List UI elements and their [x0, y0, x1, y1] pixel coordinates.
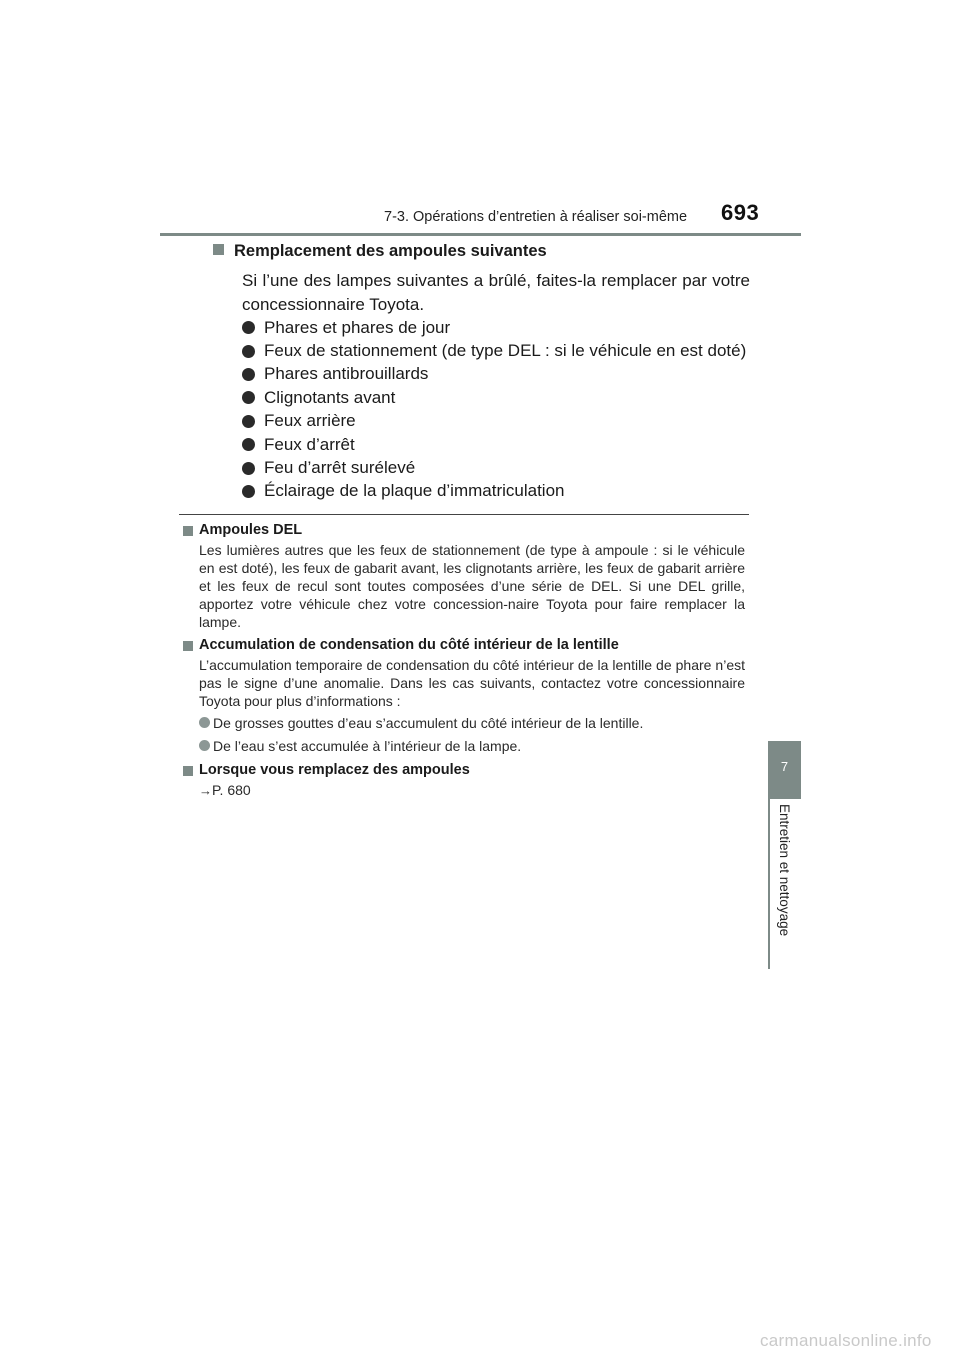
- bullet-icon: [242, 438, 255, 451]
- bullet-icon: [242, 345, 255, 358]
- note-title-text: Lorsque vous remplacez des ampoules: [199, 762, 470, 778]
- note-list-item: [199, 737, 745, 760]
- square-bullet-icon: [183, 766, 193, 776]
- list-item-text: Éclairage de la plaque d’immatriculation: [264, 481, 565, 501]
- list-item-text: Clignotants avant: [264, 387, 396, 407]
- list-item-text: Phares antibrouillards: [264, 364, 429, 384]
- main-intro: Si l’une des lampes suivantes a brûlé, faites-la remplacer par votre concessionnaire Toyota.: [242, 271, 750, 314]
- list-item-text: Feu d’arrêt surélevé: [264, 458, 416, 478]
- list-item: [242, 480, 746, 503]
- arrow-right-icon: →: [199, 783, 212, 798]
- square-bullet-icon: [183, 641, 193, 651]
- chapter-number: 7: [780, 759, 789, 774]
- list-item-text: Phares et phares de jour: [264, 317, 451, 337]
- list-item-text: Feux arrière: [264, 411, 356, 431]
- chapter-tab[interactable]: [768, 741, 801, 799]
- note-list-item-text: De grosses gouttes d’eau s’accumulent du côté intérieur de la lentille.: [213, 715, 644, 731]
- watermark: carmanualsonline.info: [760, 1331, 932, 1350]
- square-bullet-icon: [183, 526, 193, 536]
- note-title-led: [183, 520, 745, 541]
- note-list-item: [199, 714, 745, 737]
- list-item: [242, 339, 746, 362]
- notes-section: [183, 520, 745, 800]
- header-rule: [160, 233, 801, 236]
- bullet-icon: [242, 368, 255, 381]
- page-number: 693: [721, 200, 760, 225]
- square-bullet-icon: [213, 244, 224, 255]
- list-item-text: Feux d’arrêt: [264, 434, 355, 454]
- bullet-icon: [242, 321, 255, 334]
- note-title-text: Ampoules DEL: [199, 522, 303, 538]
- bullet-icon: [199, 717, 210, 728]
- bulb-list: [242, 316, 746, 503]
- list-item: [242, 410, 746, 433]
- chapter-tab-bar: [768, 799, 770, 969]
- note-body-led: Les lumières autres que les feux de stationnement (de type à ampoule : si le véhicule en est doté), les feux de gabarit avant, les clignotants arrière, les feux de gabarit arrière et les feux de recul sont toutes composées d’une série de DEL. Si une DEL grille, apportez votre véhicule chez votre concession-naire Toyota pour faire remplacer la lampe.: [199, 542, 745, 630]
- list-item: [242, 386, 746, 409]
- list-item: [242, 316, 746, 339]
- main-heading: [213, 242, 547, 261]
- note-body-condensation: L’accumulation temporaire de condensation du côté intérieur de la lentille de phare n’est pas le signe d’une anomalie. Dans les cas suivants, contactez votre concessionnaire Toyota pour plus d’informations :: [199, 657, 745, 709]
- chapter-label: Entretien et nettoyage: [777, 804, 792, 937]
- page-reference[interactable]: [199, 781, 745, 800]
- list-item: [242, 363, 746, 386]
- bullet-icon: [242, 485, 255, 498]
- bullet-icon: [242, 462, 255, 475]
- note-list-item-text: De l’eau s’est accumulée à l’intérieur de la lampe.: [213, 738, 522, 754]
- list-item-text: Feux de stationnement (de type DEL : si le véhicule en est doté): [264, 341, 747, 361]
- page-reference-text: P. 680: [212, 782, 251, 798]
- section-title: 7-3. Opérations d’entretien à réaliser soi-même: [384, 209, 688, 225]
- section-divider: [179, 514, 749, 515]
- note-title-replace: [183, 760, 745, 781]
- note-title-condensation: [183, 635, 745, 656]
- note-title-text: Accumulation de condensation du côté intérieur de la lentille: [199, 637, 619, 653]
- bullet-icon: [242, 391, 255, 404]
- bullet-icon: [199, 740, 210, 751]
- bullet-icon: [242, 415, 255, 428]
- list-item: [242, 433, 746, 456]
- list-item: [242, 456, 746, 479]
- main-heading-text: Remplacement des ampoules suivantes: [234, 242, 547, 260]
